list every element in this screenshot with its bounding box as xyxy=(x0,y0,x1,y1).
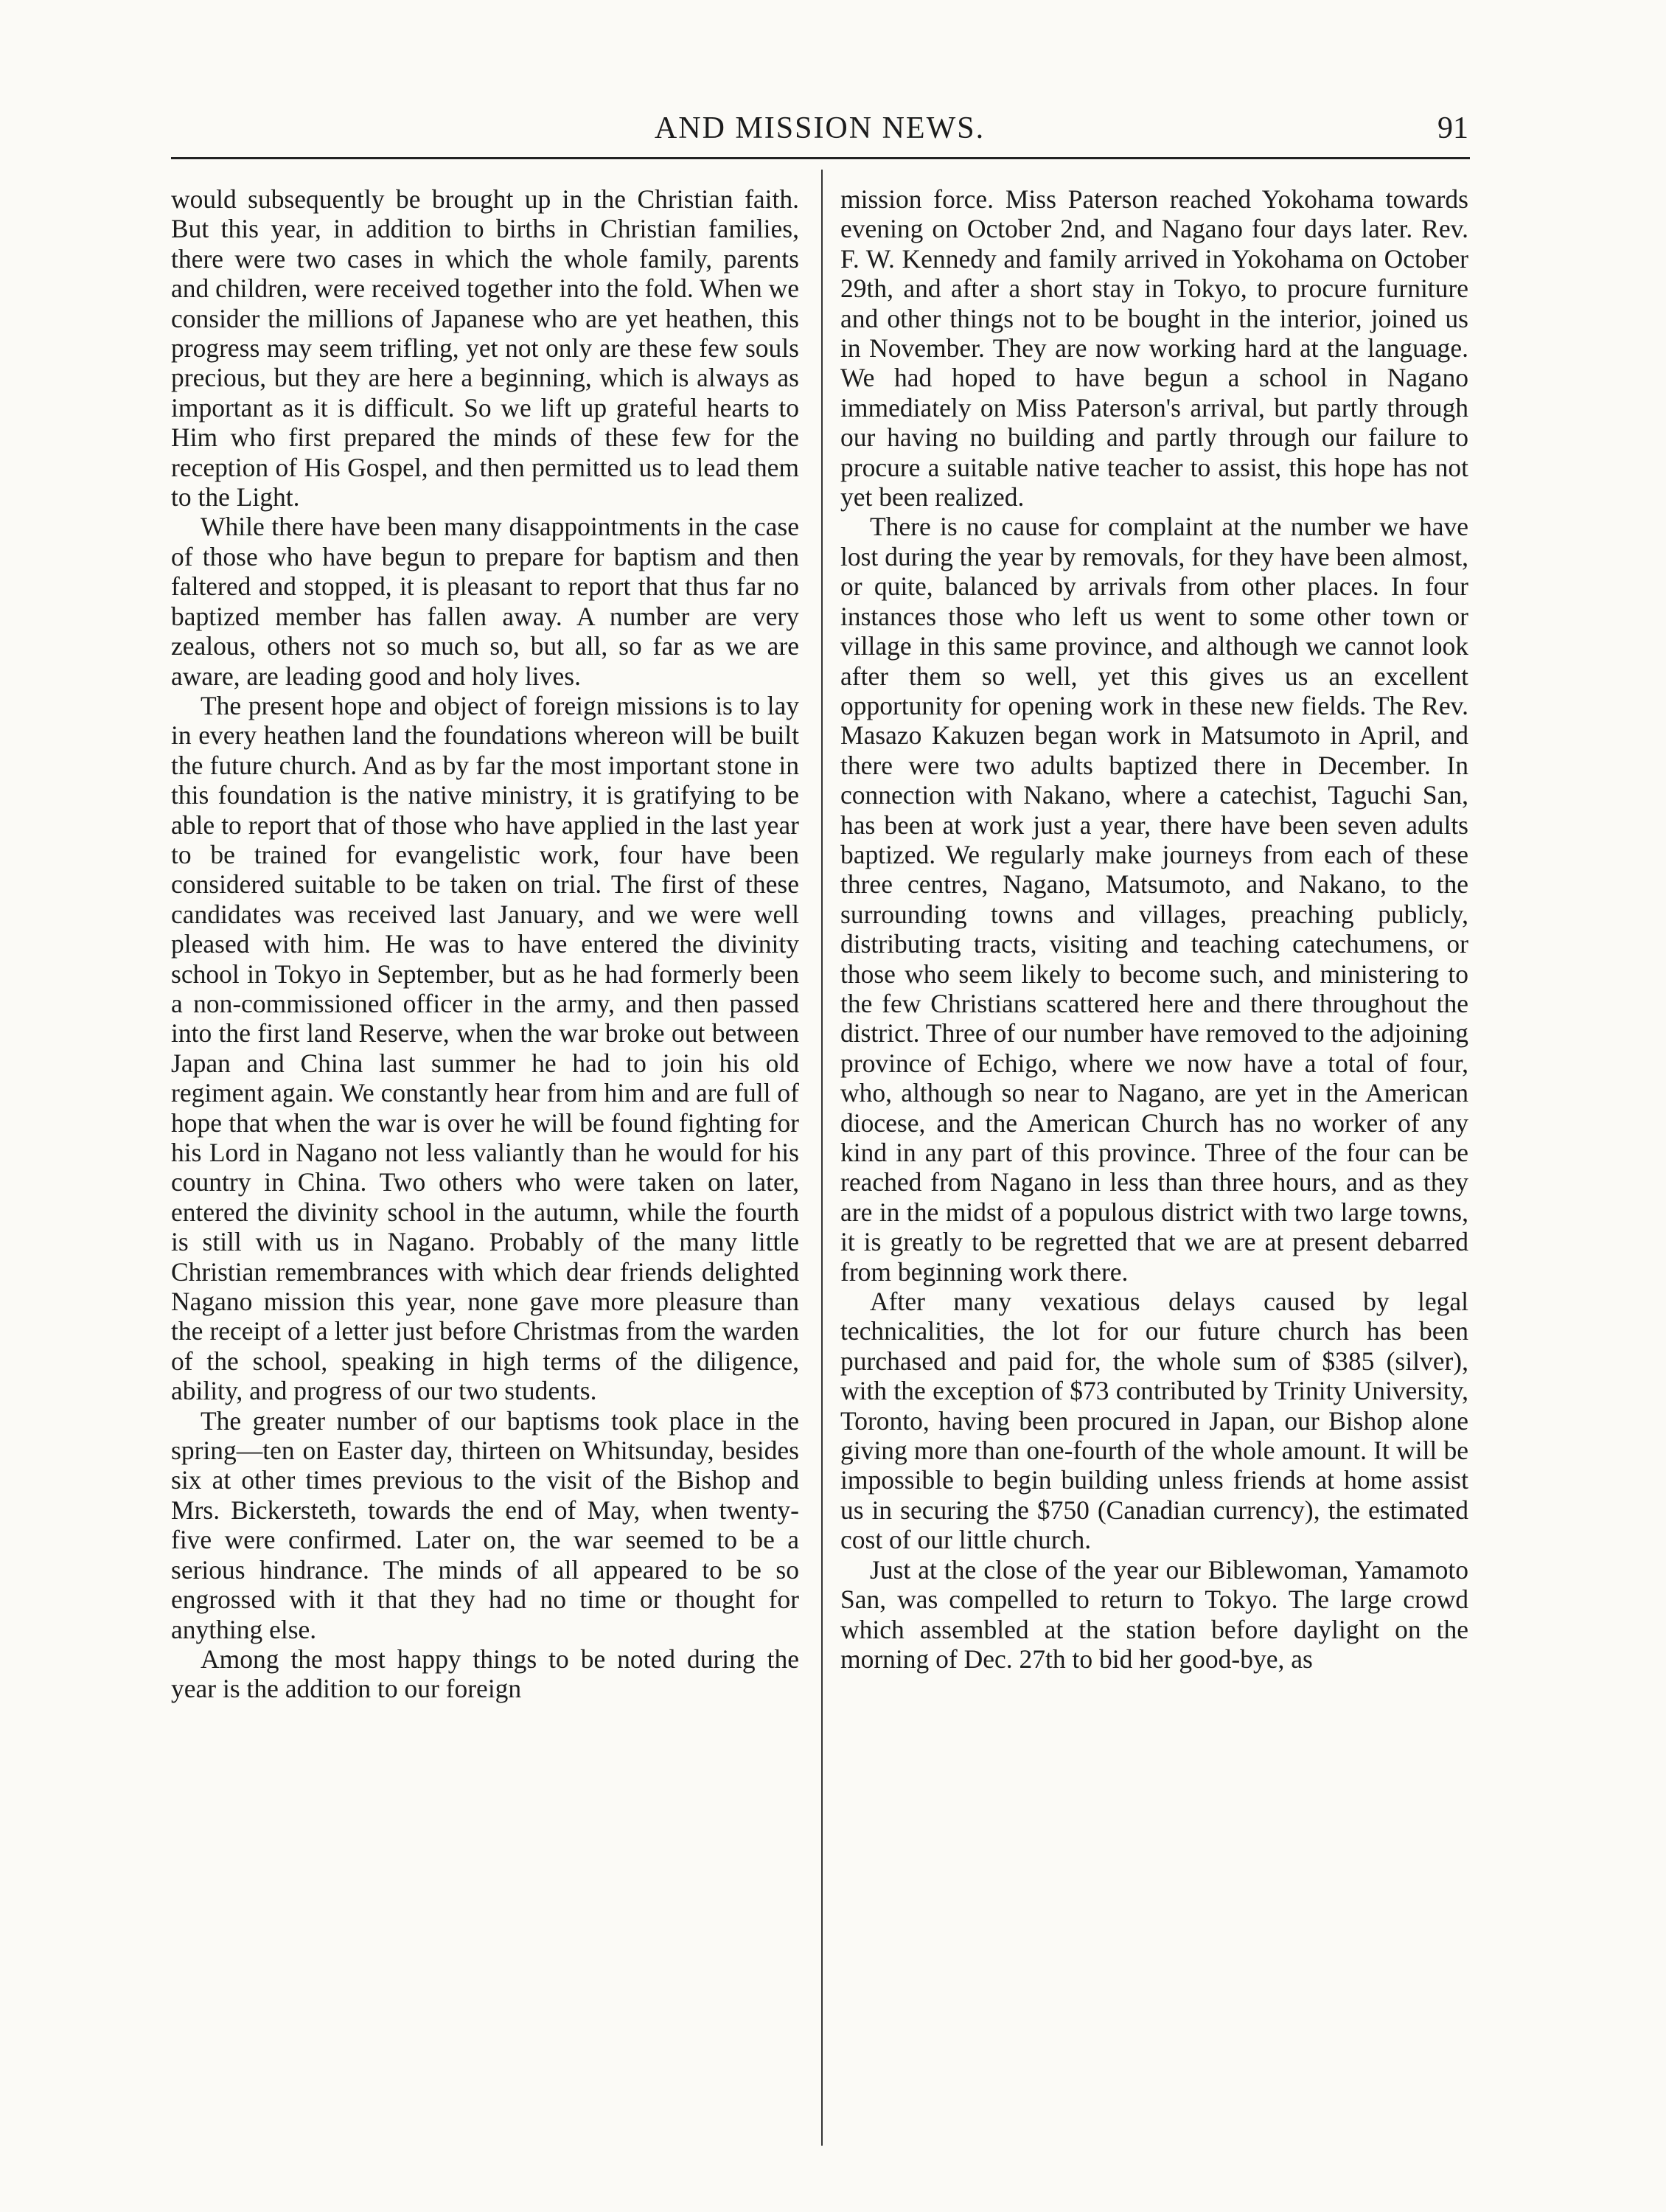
right-column xyxy=(840,184,1468,1674)
paragraph: Among the most happy things to be noted during the year is the addition to our foreign xyxy=(171,1644,799,1704)
paragraph: The greater number of our baptisms took place in the spring—ten on Easter day, thirteen on Whitsunday, besides six at other times previous to the visit of the Bishop and Mrs. Bickersteth, towards the end of May, when twenty-five were confirmed. Later on, the war seemed to be a serious hindrance. The minds of all appeared to be so engrossed with it that they had no time or thought for anything else. xyxy=(171,1405,799,1644)
paragraph: Just at the close of the year our Biblewoman, Yamamoto San, was compelled to return to Tokyo. The large crowd which assembled at the station before daylight on the morning of Dec. 27th to bid her good-bye, as xyxy=(840,1554,1468,1674)
paragraph: After many vexatious delays caused by legal technicalities, the lot for our future church has been purchased and paid for, the whole sum of $385 (silver), with the exception of $73 contributed by Trinity University, Toronto, having been procured in Japan, our Bishop alone giving more than one-fourth of the whole amount. It will be impossible to begin building unless friends at home assist us in securing the $750 (Canadian currency), the estimated cost of our little church. xyxy=(840,1287,1468,1555)
column-divider xyxy=(821,170,823,2146)
paragraph: mission force. Miss Paterson reached Yokohama towards evening on October 2nd, and Nagano four days later. Rev. F. W. Kennedy and family arrived in Yokohama on October 29th, and after a short stay in Tokyo, to procure furniture and other things not to be bought in the interior, joined us in November. They are now working hard at the language. We had hoped to have begun a school in Nagano immediately on Miss Paterson's arrival, but partly through our having no building and partly through our failure to procure a suitable native teacher to assist, this hope has not yet been realized. xyxy=(840,184,1468,512)
paragraph: There is no cause for complaint at the number we have lost during the year by removals, for they have been almost, or quite, balanced by arrivals from other places. In four instances those who left us went to some other town or village in this same province, and although we cannot look after them so well, yet this gives us an excellent opportunity for opening work in these new fields. The Rev. Masazo Kakuzen began work in Matsumoto in April, and there were two adults baptized there in December. In connection with Nakano, where a catechist, Taguchi San, has been at work just a year, there have been seven adults baptized. We regularly make journeys from each of these three centres, Nagano, Matsumoto, and Nakano, to the surrounding towns and villages, preaching publicly, distributing tracts, visiting and teaching catechumens, or those who seem likely to become such, and ministering to the few Christians scattered here and there throughout the district. Three of our number have removed to the adjoining province of Echigo, where we now have a total of four, who, although so near to Nagano, are yet in the American diocese, and the American Church has no worker of any kind in any part of this province. Three of the four can be reached from Nagano in less than three hours, and as they are in the midst of a populous district with two large towns, it is greatly to be regretted that we are at present debarred from beginning work there. xyxy=(840,512,1468,1287)
running-title: AND MISSION NEWS. xyxy=(654,111,986,145)
page-header xyxy=(171,111,1468,155)
left-column xyxy=(171,184,799,1704)
header-rule xyxy=(171,157,1470,159)
paragraph: The present hope and object of foreign missions is to lay in every heathen land the foundations whereon will be built the future church. And as by far the most important stone in this foundation is the native ministry, it is gratifying to be able to report that of those who have applied in the last year to be trained for evangelistic work, four have been considered suitable to be taken on trial. The first of these candidates was received last January, and we were well pleased with him. He was to have entered the divinity school in Tokyo in September, but as he had formerly been a non-commissioned officer in the army, and then passed into the first land Reserve, when the war broke out between Japan and China last summer he had to join his old regiment again. We constantly hear from him and are full of hope that when the war is over he will be found fighting for his Lord in Nagano not less valiantly than he would for his country in China. Two others who were taken on later, entered the divinity school in the autumn, while the fourth is still with us in Nagano. Probably of the many little Christian remembrances with which dear friends delighted Nagano mission this year, none gave more pleasure than the receipt of a letter just before Christmas from the warden of the school, speaking in high terms of the diligence, ability, and progress of our two students. xyxy=(171,690,799,1406)
paragraph: would subsequently be brought up in the Christian faith. But this year, in addition to births in Christian families, there were two cases in which the whole family, parents and children, were received together into the fold. When we consider the millions of Japanese who are yet heathen, this progress may seem trifling, yet not only are these few souls precious, but they are here a beginning, which is always as important as it is difficult. So we lift up grateful hearts to Him who first prepared the minds of these few for the reception of His Gospel, and then permitted us to lead them to the Light. xyxy=(171,184,799,512)
paragraph: While there have been many disappointments in the case of those who have begun to prepare for baptism and then faltered and stopped, it is pleasant to report that thus far no baptized member has fallen away. A number are very zealous, others not so much so, but all, so far as we are aware, are leading good and holy lives. xyxy=(171,512,799,691)
page-number: 91 xyxy=(1437,111,1468,145)
